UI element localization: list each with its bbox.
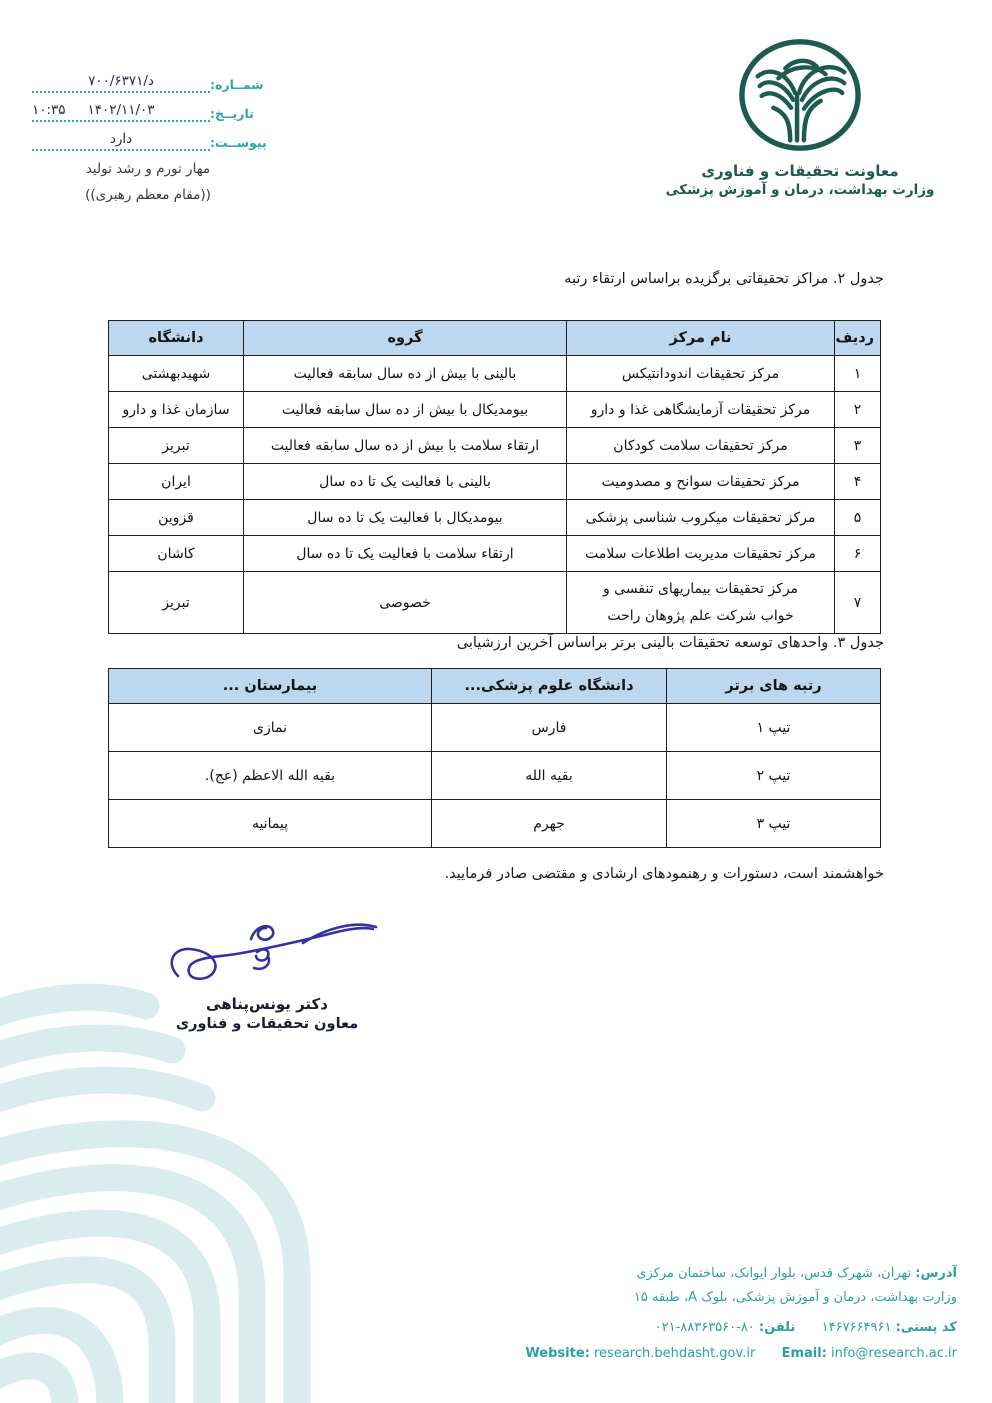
closing-statement: خواهشمند است، دستورات و رهنمودهای ارشادی و مقتضی صادر فرمایید.: [444, 866, 884, 882]
ref-date-dotted-line: [32, 96, 210, 122]
cell-center-name: مرکز تحقیقات بیماریهای تنفسی و خواب شرکت علم پژوهان راحت: [567, 572, 835, 634]
table-row: [109, 392, 881, 428]
cell-group: خصوصی: [244, 572, 567, 634]
cell-center-name: مرکز تحقیقات اندودانتیکس: [567, 356, 835, 392]
watermark-tree-icon: [0, 978, 410, 1403]
cell-medical-university: بقیه الله: [432, 752, 667, 800]
ref-attachment-value: دارد: [109, 131, 133, 147]
cell-center-name: مرکز تحقیقات سوانح و مصدومیت: [567, 464, 835, 500]
ref-date-value: ۱۴۰۲/۱۱/۰۳: [87, 102, 155, 118]
column-header-hospital: بیمارستان ...: [109, 669, 432, 704]
cell-rank: ۷: [835, 572, 881, 634]
ref-attachment-label: پیوســت:: [210, 135, 267, 150]
logo-caption-line2: وزارت بهداشت، درمان و آموزش پزشکی: [665, 182, 935, 198]
slogan-line2: ((مقام معظم رهبری)): [85, 187, 211, 204]
cell-rank-type: تیپ ۱: [667, 704, 881, 752]
cell-hospital: پیمانیه: [109, 800, 432, 848]
cell-university: شهیدبهشتی: [109, 356, 244, 392]
logo-caption-line1: معاونت تحقیقات و فناوری: [701, 162, 899, 180]
cell-rank: ۵: [835, 500, 881, 536]
ministry-logo: [650, 34, 950, 198]
ref-attachment-row: [28, 124, 270, 151]
table2: [108, 320, 881, 634]
cell-university: سازمان غذا و دارو: [109, 392, 244, 428]
cell-university: کاشان: [109, 536, 244, 572]
cell-group: بیومدیکال با بیش از ده سال سابقه فعالیت: [244, 392, 567, 428]
ref-date-row: [28, 95, 270, 122]
cell-group: ارتقاء سلامت با فعالیت یک تا ده سال: [244, 536, 567, 572]
footer-contact-line: [487, 1316, 957, 1340]
cell-rank: ۳: [835, 428, 881, 464]
postal-code-label: کد پستی:: [895, 1320, 957, 1336]
cell-center-name: مرکز تحقیقات آزمایشگاهی غذا و دارو: [567, 392, 835, 428]
table2-header-row: [109, 321, 881, 356]
column-header-top-ranks: رتبه های برتر: [667, 669, 881, 704]
signer-name: دکتر یونس‌پناهی: [206, 995, 328, 1013]
table-row: [109, 464, 881, 500]
cell-rank: ۴: [835, 464, 881, 500]
cell-center-name: مرکز تحقیقات سلامت کودکان: [567, 428, 835, 464]
signer-block: [158, 995, 376, 1032]
table2-title: جدول ۲. مراکز تحقیقاتی برگزیده براساس ارتقاء رتبه: [564, 271, 884, 287]
column-header-center-name: نام مرکز: [567, 321, 835, 356]
footer-web-line: [487, 1342, 957, 1366]
ref-number-dotted-line: [32, 67, 210, 93]
table3: [108, 668, 881, 848]
ref-attachment-dotted-line: [32, 125, 210, 151]
cell-rank-type: تیپ ۲: [667, 752, 881, 800]
cell-medical-university: جهرم: [432, 800, 667, 848]
cell-group: بیومدیکال با فعالیت یک تا ده سال: [244, 500, 567, 536]
table-row: [109, 752, 881, 800]
website-value: research.behdasht.gov.ir: [593, 1346, 756, 1362]
slogan-line1: مهار تورم و رشد تولید: [85, 161, 211, 177]
cell-university: تبریز: [109, 428, 244, 464]
cell-hospital: بقیه الله الاعظم (عج).: [109, 752, 432, 800]
phone-value: ۰۲۱-۸۸۳۶۳۵۶۰-۸۰: [654, 1320, 755, 1336]
reference-block: [28, 66, 270, 153]
ref-time-value: ۱۰:۳۵: [32, 102, 66, 118]
column-header-university: دانشگاه: [109, 321, 244, 356]
ref-number-row: [28, 66, 270, 93]
table-row: [109, 356, 881, 392]
ref-date-label: تاریــخ:: [210, 106, 254, 121]
cell-rank: ۲: [835, 392, 881, 428]
table3-title: جدول ۳. واحدهای توسعه تحقیقات بالینی برتر براساس آخرین ارزشیابی: [456, 635, 884, 651]
cell-university: ایران: [109, 464, 244, 500]
email-label: Email:: [781, 1346, 827, 1362]
table-row: [109, 704, 881, 752]
cell-group: بالینی با بیش از ده سال سابقه فعالیت: [244, 356, 567, 392]
table-row: [109, 572, 881, 634]
cell-group: ارتقاء سلامت با بیش از ده سال سابقه فعالیت: [244, 428, 567, 464]
address-value-line1: تهران، شهرک قدس، بلوار ایوانک، ساختمان مرکزی: [636, 1266, 912, 1281]
ref-number-label: شمــاره:: [210, 77, 264, 92]
cell-rank-type: تیپ ۳: [667, 800, 881, 848]
cell-hospital: نمازی: [109, 704, 432, 752]
tree-logo-icon: [736, 34, 864, 158]
table3-header-row: [109, 669, 881, 704]
signer-title: معاون تحقیقات و فناوری: [175, 1016, 359, 1032]
column-header-rank: ردیف: [835, 321, 881, 356]
phone-label: تلفن:: [758, 1320, 796, 1336]
cell-center-name: مرکز تحقیقات میکروب شناسی پزشکی: [567, 500, 835, 536]
signature-scribble-icon: [158, 916, 386, 1002]
column-header-group: گروه: [244, 321, 567, 356]
table-row: [109, 500, 881, 536]
cell-university: قزوین: [109, 500, 244, 536]
table-row: [109, 800, 881, 848]
footer-address-line2: وزارت بهداشت، درمان و آموزش پزشکی، بلوک A، طبقه ۱۵: [633, 1290, 957, 1306]
footer-address-line1: [487, 1262, 957, 1286]
cell-rank: ۶: [835, 536, 881, 572]
cell-group: بالینی با فعالیت یک تا ده سال: [244, 464, 567, 500]
address-label: آدرس:: [915, 1266, 957, 1281]
footer-block: [487, 1262, 957, 1366]
cell-medical-university: فارس: [432, 704, 667, 752]
table-row: [109, 536, 881, 572]
table-row: [109, 428, 881, 464]
website-label: Website:: [525, 1346, 590, 1362]
cell-center-name: مرکز تحقیقات مدیریت اطلاعات سلامت: [567, 536, 835, 572]
cell-rank: ۱: [835, 356, 881, 392]
email-value: info@research.ac.ir: [831, 1346, 957, 1362]
slogan-block: [52, 156, 244, 209]
cell-university: تبریز: [109, 572, 244, 634]
ref-number-value: د/۷۰۰/۶۳۷۱: [88, 73, 154, 89]
postal-code-value: ۱۴۶۷۶۶۴۹۶۱: [821, 1320, 892, 1336]
column-header-medical-university: دانشگاه علوم پزشکی...: [432, 669, 667, 704]
